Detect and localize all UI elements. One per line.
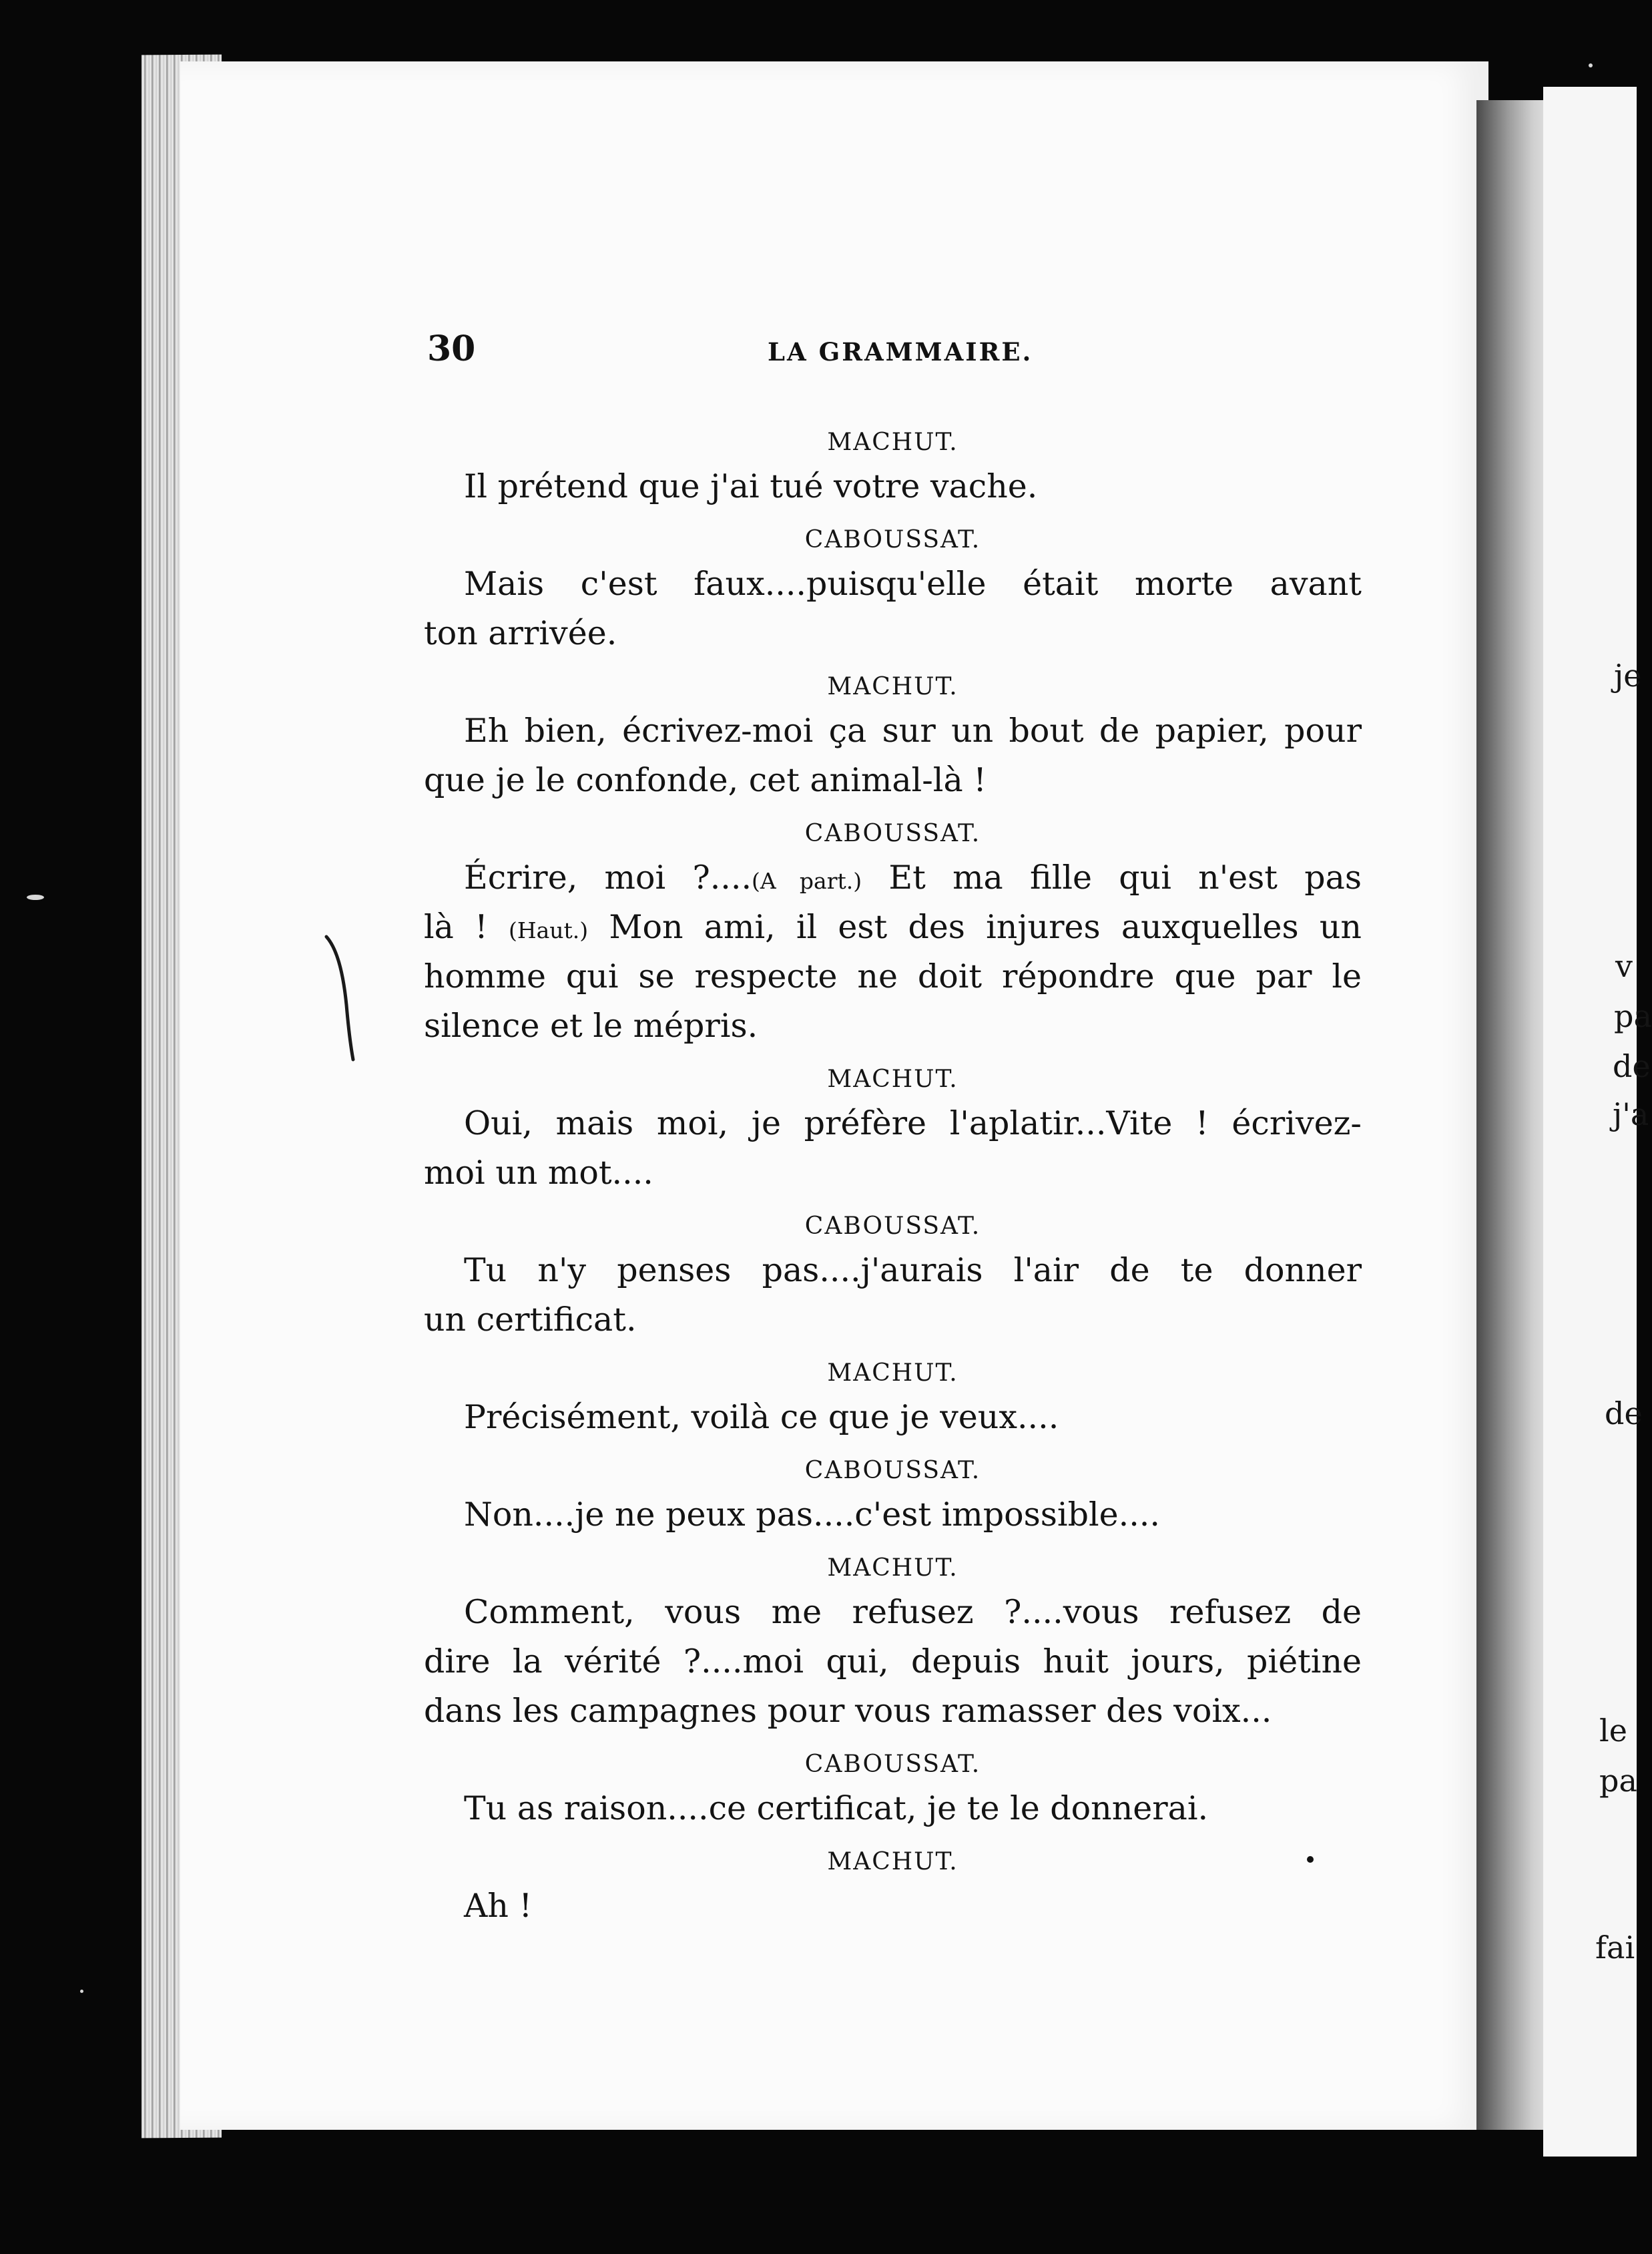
dialogue-line: dans les campagnes pour vous ramasser des voix...	[424, 1692, 1272, 1730]
speaker-name: CABOUSSAT.	[804, 526, 981, 553]
dialogue-line: Eh bien, écrivez-moi ça sur un bout de papier, pour	[464, 712, 1362, 750]
dialogue-fragment: Mon ami, il est des injures auxquelles un	[588, 908, 1362, 946]
facing-page-fragment: de	[1605, 1395, 1643, 1431]
speaker-name: MACHUT.	[827, 429, 958, 456]
dialogue-line: Tu n'y penses pas....j'aurais l'air de te donner	[464, 1251, 1362, 1289]
dialogue-line: un certificat.	[424, 1301, 637, 1339]
dialogue-line: silence et le mépris.	[424, 1007, 758, 1045]
stage-direction: (Haut.)	[508, 917, 589, 943]
facing-page-fragment: de	[1613, 1048, 1651, 1084]
scan-speck	[27, 895, 44, 900]
dialogue-line: Comment, vous me refusez ?....vous refusez de	[464, 1593, 1362, 1631]
scan-speck	[1589, 63, 1593, 67]
dialogue-text	[424, 414, 1362, 1931]
facing-page-fragment: je	[1614, 658, 1642, 694]
running-title: LA GRAMMAIRE.	[768, 337, 1033, 367]
dialogue-line: Ah !	[464, 1887, 533, 1925]
speaker-name: MACHUT.	[827, 1554, 958, 1582]
pencil-margin-mark	[324, 931, 364, 1065]
dialogue-line: Non....je ne peux pas....c'est impossible....	[464, 1496, 1160, 1534]
dialogue-line: Il prétend que j'ai tué votre vache.	[464, 467, 1038, 505]
dialogue-fragment: Et ma fille qui n'est pas	[862, 859, 1362, 897]
facing-page-fragment: v	[1615, 948, 1633, 984]
dialogue-fragment: là !	[424, 908, 509, 946]
dialogue-line: Précisément, voilà ce que je veux....	[464, 1398, 1059, 1436]
dialogue-line: Tu as raison....ce certificat, je te le donnerai.	[464, 1789, 1209, 1827]
dialogue-line: ton arrivée.	[424, 614, 617, 652]
scan-speck	[1307, 1856, 1314, 1863]
dialogue-line: dire la vérité ?....moi qui, depuis huit jours, piétine	[424, 1642, 1362, 1680]
scan-speck	[80, 1990, 83, 1993]
dialogue-line	[424, 903, 1362, 952]
facing-page-fragment: pa	[1599, 1763, 1637, 1799]
dialogue-fragment: Écrire, moi ?....	[464, 859, 752, 897]
page-number: 30	[427, 328, 476, 369]
facing-page-fragment: fai	[1595, 1930, 1635, 1966]
dialogue-line	[424, 853, 1362, 903]
dialogue-line: Oui, mais moi, je préfère l'aplatir...Vite ! écrivez-	[464, 1104, 1362, 1142]
dialogue-line: Mais c'est faux....puisqu'elle était morte avant	[464, 565, 1362, 603]
speaker-name: MACHUT.	[827, 1848, 958, 1875]
speaker-name: CABOUSSAT.	[804, 1751, 981, 1778]
facing-page-fragment: pa	[1614, 998, 1652, 1034]
stage-direction: (A part.)	[752, 868, 862, 894]
facing-page-fragment: j'a	[1613, 1096, 1649, 1132]
speaker-name: MACHUT.	[827, 1066, 958, 1093]
dialogue-line: moi un mot....	[424, 1154, 653, 1192]
speaker-name: MACHUT.	[827, 673, 958, 700]
dialogue-line: que je le confonde, cet animal-là !	[424, 761, 987, 799]
facing-page-fragment: le	[1599, 1713, 1627, 1749]
speaker-name: CABOUSSAT.	[804, 1457, 981, 1484]
dialogue-line: homme qui se respecte ne doit répondre que par le	[424, 957, 1362, 995]
speaker-name: CABOUSSAT.	[804, 1212, 981, 1240]
speaker-name: CABOUSSAT.	[804, 820, 981, 847]
speaker-name: MACHUT.	[827, 1359, 958, 1387]
